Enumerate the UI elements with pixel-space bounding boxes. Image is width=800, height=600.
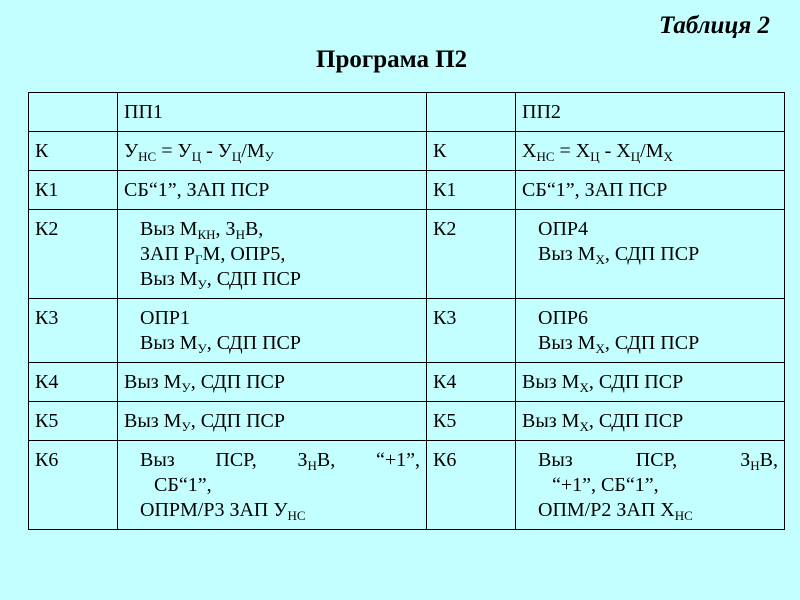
cell-text: Выз $М_У$, СДП ПСР (118, 363, 427, 402)
header-pp1: ПП1 (118, 93, 427, 132)
cell-text: ОПР1 Выз $М_У$, СДП ПСР (118, 299, 427, 363)
row-label: К6 (29, 441, 118, 530)
cell-text: СБ“1”, ЗАП ПСР (516, 171, 785, 210)
table-header-row (29, 93, 785, 132)
row-label: К5 (427, 402, 516, 441)
row-label: К4 (427, 363, 516, 402)
row-label: К6 (427, 441, 516, 530)
row-label: К2 (427, 210, 516, 299)
table-row-k6 (29, 441, 785, 530)
cell-text: Выз $М_{КН}$, $З_НВ$, ЗАП $Р_ГМ$, ОПР5, Выз $М_У$, СДП ПСР (118, 210, 427, 299)
cell-text: ОПР4 Выз $М_Х$, СДП ПСР (516, 210, 785, 299)
row-label: К2 (29, 210, 118, 299)
table-row-k1 (29, 171, 785, 210)
cell-text: Выз $М_Х$, СДП ПСР (516, 402, 785, 441)
table-row-k5 (29, 402, 785, 441)
row-label: К (29, 132, 118, 171)
table-row-k (29, 132, 785, 171)
table-row-k4 (29, 363, 785, 402)
cell-text: Выз ПСР, $З_НВ$, “+1”, СБ“1”, ОПМ/Р2 ЗАП $Х_{НС}$ (516, 441, 785, 530)
cell-text: Выз ПСР, $З_НВ$, “+1”, СБ“1”, ОПРМ/Р3 ЗАП $У_{НС}$ (118, 441, 427, 530)
page-title: Програма П2 (316, 46, 468, 73)
row-label: К4 (29, 363, 118, 402)
row-label: К5 (29, 402, 118, 441)
header-empty-cell-left (29, 93, 118, 132)
header-pp2: ПП2 (516, 93, 785, 132)
row-label: К1 (427, 171, 516, 210)
program-table (28, 92, 785, 530)
row-label: К3 (427, 299, 516, 363)
header-empty-cell-right (427, 93, 516, 132)
table-row-k3 (29, 299, 785, 363)
row-label: К3 (29, 299, 118, 363)
row-label: К1 (29, 171, 118, 210)
table-row-k2 (29, 210, 785, 299)
table-number-label: Таблиця 2 (659, 12, 770, 39)
cell-text: СБ“1”, ЗАП ПСР (118, 171, 427, 210)
cell-text: Выз $М_Х$, СДП ПСР (516, 363, 785, 402)
formula-x-nc: $Х_{НС} = Х_Ц - Х_Ц/М_Х$ (516, 132, 785, 171)
formula-y-nc: $У_{НС} = У_Ц - У_Ц/М_У$ (118, 132, 427, 171)
cell-text: ОПР6 Выз $М_Х$, СДП ПСР (516, 299, 785, 363)
row-label: К (427, 132, 516, 171)
cell-text: Выз $М_У$, СДП ПСР (118, 402, 427, 441)
